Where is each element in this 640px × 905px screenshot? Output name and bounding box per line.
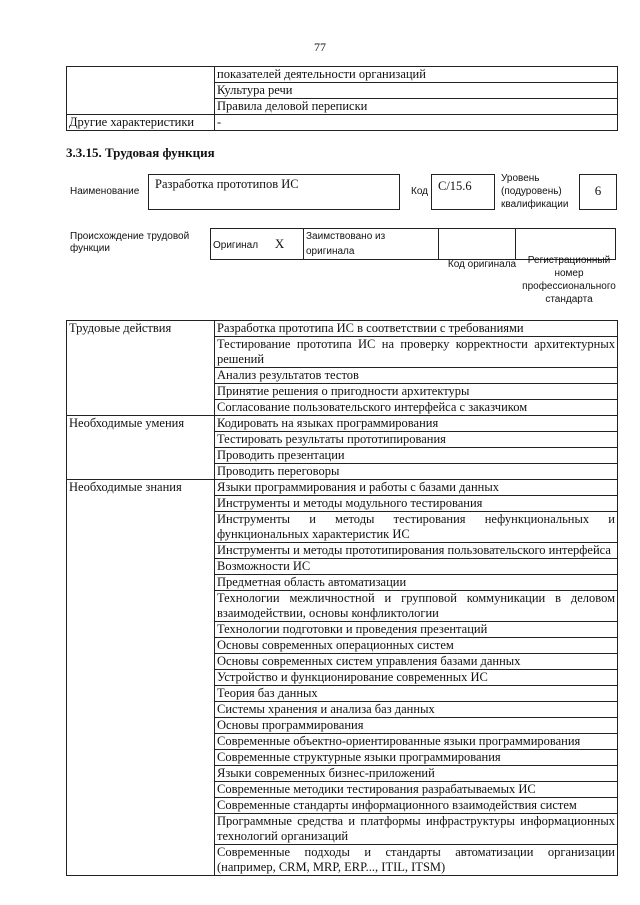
table-row: Принятие решения о пригодности архитектуры — [215, 384, 618, 400]
labor-function-table — [66, 320, 618, 876]
table-row: Языки современных бизнес-приложений — [215, 766, 618, 782]
table-row: Проводить переговоры — [215, 464, 618, 480]
code-value: C/15.6 — [431, 174, 495, 210]
table-row: Современные стандарты информационного взаимодействия систем — [215, 798, 618, 814]
table-row: показателей деятельности организаций — [215, 67, 618, 83]
origin-label: Происхождение трудовой функции — [70, 231, 190, 254]
name-label: Наименование — [70, 186, 140, 197]
original-code-cell — [439, 229, 516, 260]
table-row: Программные средства и платформы инфраструктуры информационных технологий организаций — [215, 814, 618, 845]
other-characteristics-value: - — [215, 115, 618, 131]
table-row: Предметная область автоматизации — [215, 575, 618, 591]
table-row: Языки программирования и работы с базами данных — [215, 480, 618, 496]
table-row: Основы современных операционных систем — [215, 638, 618, 654]
table-row: Анализ результатов тестов — [215, 368, 618, 384]
original-label: Оригинал — [213, 239, 259, 251]
table-row: Современные методики тестирования разрабатываемых ИС — [215, 782, 618, 798]
table-row: Кодировать на языках программирования — [215, 416, 618, 432]
table-row: Инструменты и методы прототипирования пользовательского интерфейса — [215, 543, 618, 559]
table-row: Согласование пользовательского интерфейса с заказчиком — [215, 400, 618, 416]
level-value: 6 — [579, 174, 617, 210]
table-row: Разработка прототипа ИС в соответствии с требованиями — [215, 321, 618, 337]
table-row: Тестирование прототипа ИС на проверку корректности архитектурных решений — [215, 337, 618, 368]
table-row: Основы современных систем управления базами данных — [215, 654, 618, 670]
skills-label: Необходимые умения — [67, 416, 215, 480]
table-row: Правила деловой переписки — [215, 99, 618, 115]
original-mark: X — [274, 235, 285, 251]
table-row: Современные подходы и стандарты автоматизации организации (например, CRM, MRP, ERP..., ITIL, ITSM) — [215, 845, 618, 876]
table-row: Технологии межличностной и групповой коммуникации в деловом взаимодействии, основы конфликтологии — [215, 591, 618, 622]
level-label: Уровень (подуровень) квалификации — [501, 173, 569, 210]
table-row: Возможности ИС — [215, 559, 618, 575]
section-title: 3.3.15. Трудовая функция — [66, 145, 215, 160]
table-row: Тестировать результаты прототипирования — [215, 432, 618, 448]
continuation-table — [66, 66, 618, 131]
table-row: Системы хранения и анализа баз данных — [215, 702, 618, 718]
actions-label: Трудовые действия — [67, 321, 215, 416]
table-row: Теория баз данных — [215, 686, 618, 702]
table-row: Инструменты и методы модульного тестирования — [215, 496, 618, 512]
knowledge-label: Необходимые знания — [67, 480, 215, 876]
code-label: Код — [411, 186, 429, 197]
page-number: 77 — [314, 40, 326, 54]
original-cell — [211, 229, 304, 260]
table-row: Основы программирования — [215, 718, 618, 734]
table-row: Современные структурные языки программирования — [215, 750, 618, 766]
other-characteristics-label: Другие характеристики — [67, 115, 215, 131]
table-row: Проводить презентации — [215, 448, 618, 464]
table-row: Устройство и функционирование современных ИС — [215, 670, 618, 686]
name-value: Разработка прототипов ИС — [148, 174, 400, 210]
empty-label-cell — [67, 67, 215, 115]
table-row: Инструменты и методы тестирования нефункциональных и функциональных характеристик ИС — [215, 512, 618, 543]
table-row: Культура речи — [215, 83, 618, 99]
borrowed-label: Заимствовано из оригинала — [304, 229, 439, 260]
registration-number-caption: Регистрационный номер профессионального стандарта — [522, 255, 616, 305]
table-row: Технологии подготовки и проведения презентаций — [215, 622, 618, 638]
original-code-caption: Код оригинала — [447, 259, 517, 270]
table-row: Современные объектно-ориентированные языки программирования — [215, 734, 618, 750]
